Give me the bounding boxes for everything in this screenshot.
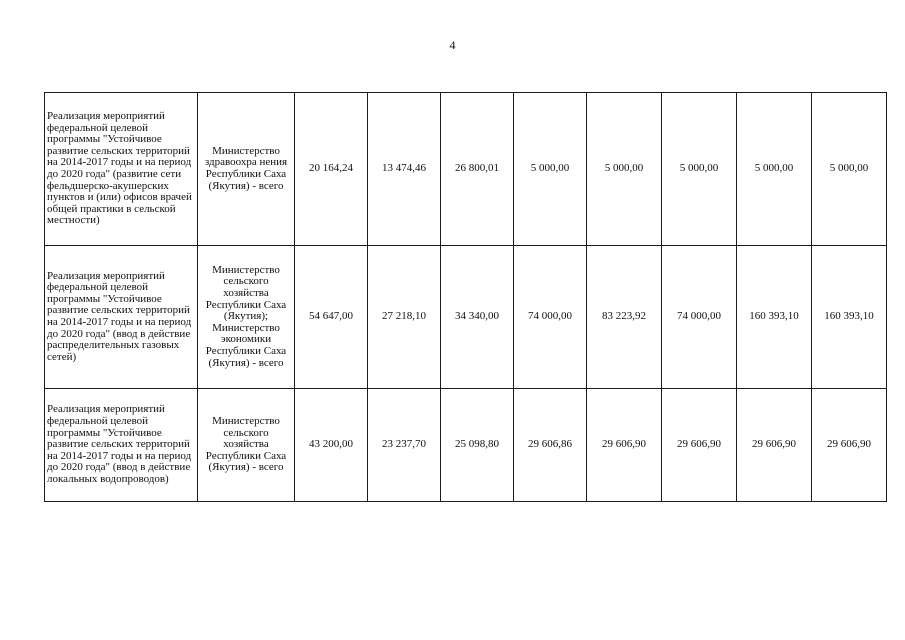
value-cell: 160 393,10 (737, 246, 812, 389)
value-cell: 5 000,00 (737, 93, 812, 246)
value-cell: 23 237,70 (368, 389, 441, 502)
ministry-cell: Министерство сельского хозяйства Республики Саха (Якутия); Министерство экономики Республики Саха (Якутия) - всего (198, 246, 295, 389)
value-cell: 5 000,00 (812, 93, 887, 246)
value-cell: 13 474,46 (368, 93, 441, 246)
table-row (45, 389, 887, 502)
value-cell: 83 223,92 (587, 246, 662, 389)
table-row (45, 93, 887, 246)
value-cell: 5 000,00 (514, 93, 587, 246)
value-cell: 20 164,24 (295, 93, 368, 246)
value-cell: 54 647,00 (295, 246, 368, 389)
value-cell: 74 000,00 (514, 246, 587, 389)
value-cell: 74 000,00 (662, 246, 737, 389)
measure-name-cell: Реализация мероприятий федеральной целевой программы "Устойчивое развитие сельских территорий на 2014-2017 годы и на период до 2020 года" (ввод в действие локальных водопроводов) (45, 389, 198, 502)
value-cell: 25 098,80 (441, 389, 514, 502)
measure-name-cell: Реализация мероприятий федеральной целевой программы "Устойчивое развитие сельских территорий на 2014-2017 годы и на период до 2020 года" (ввод в действие распределительных газовых сетей) (45, 246, 198, 389)
value-cell: 160 393,10 (812, 246, 887, 389)
value-cell: 29 606,90 (812, 389, 887, 502)
value-cell: 34 340,00 (441, 246, 514, 389)
value-cell: 5 000,00 (662, 93, 737, 246)
value-cell: 43 200,00 (295, 389, 368, 502)
value-cell: 29 606,86 (514, 389, 587, 502)
value-cell: 27 218,10 (368, 246, 441, 389)
page-number: 4 (449, 38, 456, 52)
measure-name-cell: Реализация мероприятий федеральной целевой программы "Устойчивое развитие сельских территорий на 2014-2017 годы и на период до 2020 года" (развитие сети фельдшерско-акушерских пунктов и (или) офисов врачей общей практики в сельской местности) (45, 93, 198, 246)
value-cell: 29 606,90 (587, 389, 662, 502)
budget-table (44, 92, 887, 502)
value-cell: 29 606,90 (662, 389, 737, 502)
ministry-cell: Министерство здравоохра нения Республики Саха (Якутия) - всего (198, 93, 295, 246)
ministry-cell: Министерство сельского хозяйства Республики Саха (Якутия) - всего (198, 389, 295, 502)
value-cell: 29 606,90 (737, 389, 812, 502)
value-cell: 26 800,01 (441, 93, 514, 246)
value-cell: 5 000,00 (587, 93, 662, 246)
table-row (45, 246, 887, 389)
